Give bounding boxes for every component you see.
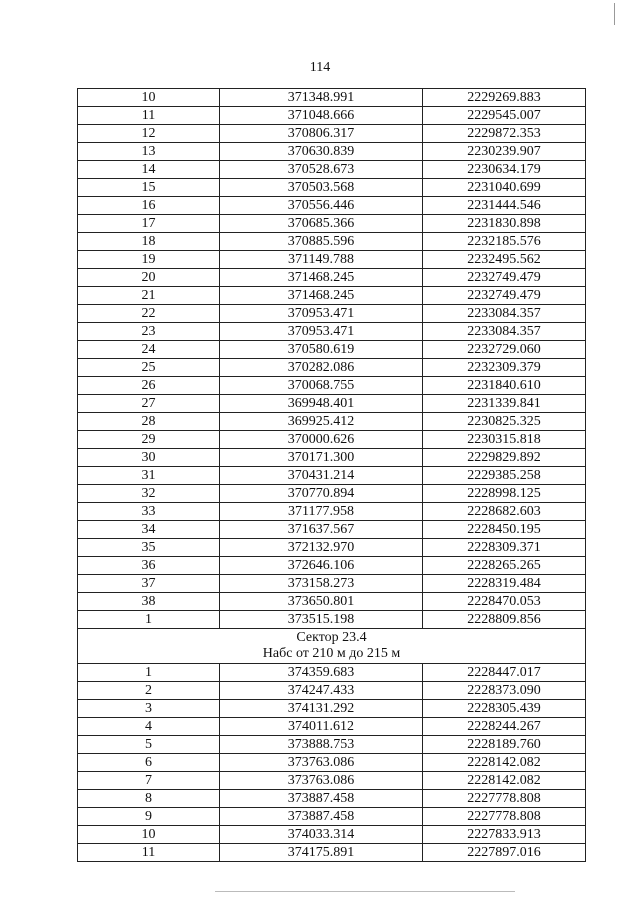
point-number-cell: 7 — [78, 772, 220, 790]
x-coordinate-cell: 370528.673 — [220, 161, 423, 179]
y-coordinate-cell: 2228244.267 — [423, 718, 586, 736]
point-number-cell: 5 — [78, 736, 220, 754]
point-number-cell: 10 — [78, 826, 220, 844]
y-coordinate-cell: 2227778.808 — [423, 808, 586, 826]
y-coordinate-cell: 2228998.125 — [423, 485, 586, 503]
x-coordinate-cell: 371177.958 — [220, 503, 423, 521]
x-coordinate-cell: 374359.683 — [220, 664, 423, 682]
table-row — [78, 700, 586, 718]
y-coordinate-cell: 2231339.841 — [423, 395, 586, 413]
point-number-cell: 21 — [78, 287, 220, 305]
point-number-cell: 29 — [78, 431, 220, 449]
y-coordinate-cell: 2228305.439 — [423, 700, 586, 718]
x-coordinate-cell: 373888.753 — [220, 736, 423, 754]
x-coordinate-cell: 373515.198 — [220, 611, 423, 629]
point-number-cell: 36 — [78, 557, 220, 575]
table-row — [78, 269, 586, 287]
table-row — [78, 107, 586, 125]
table-row — [78, 521, 586, 539]
table-row — [78, 161, 586, 179]
x-coordinate-cell: 374247.433 — [220, 682, 423, 700]
y-coordinate-cell: 2233084.357 — [423, 305, 586, 323]
point-number-cell: 10 — [78, 89, 220, 107]
y-coordinate-cell: 2229872.353 — [423, 125, 586, 143]
point-number-cell: 24 — [78, 341, 220, 359]
point-number-cell: 30 — [78, 449, 220, 467]
point-number-cell: 1 — [78, 664, 220, 682]
point-number-cell: 31 — [78, 467, 220, 485]
table-row — [78, 664, 586, 682]
x-coordinate-cell: 371348.991 — [220, 89, 423, 107]
table-row — [78, 575, 586, 593]
point-number-cell: 19 — [78, 251, 220, 269]
table-row — [78, 89, 586, 107]
y-coordinate-cell: 2227833.913 — [423, 826, 586, 844]
point-number-cell: 6 — [78, 754, 220, 772]
y-coordinate-cell: 2228447.017 — [423, 664, 586, 682]
x-coordinate-cell: 370431.214 — [220, 467, 423, 485]
table-row — [78, 377, 586, 395]
point-number-cell: 4 — [78, 718, 220, 736]
table-row — [78, 305, 586, 323]
table-row — [78, 233, 586, 251]
table-row — [78, 718, 586, 736]
y-coordinate-cell: 2232749.479 — [423, 269, 586, 287]
x-coordinate-cell: 370580.619 — [220, 341, 423, 359]
y-coordinate-cell: 2232185.576 — [423, 233, 586, 251]
table-row — [78, 754, 586, 772]
x-coordinate-cell: 374011.612 — [220, 718, 423, 736]
x-coordinate-cell: 371468.245 — [220, 269, 423, 287]
point-number-cell: 23 — [78, 323, 220, 341]
point-number-cell: 18 — [78, 233, 220, 251]
point-number-cell: 38 — [78, 593, 220, 611]
table-row — [78, 143, 586, 161]
sector-header-cell — [78, 629, 586, 664]
point-number-cell: 14 — [78, 161, 220, 179]
point-number-cell: 11 — [78, 107, 220, 125]
point-number-cell: 28 — [78, 413, 220, 431]
table-row — [78, 341, 586, 359]
page-number: 114 — [309, 60, 331, 75]
table-body-bottom — [78, 664, 586, 862]
sector-header-group — [78, 629, 586, 664]
point-number-cell: 3 — [78, 700, 220, 718]
x-coordinate-cell: 371637.567 — [220, 521, 423, 539]
point-number-cell: 11 — [78, 844, 220, 862]
x-coordinate-cell: 373650.801 — [220, 593, 423, 611]
y-coordinate-cell: 2231040.699 — [423, 179, 586, 197]
point-number-cell: 37 — [78, 575, 220, 593]
table-row — [78, 251, 586, 269]
x-coordinate-cell: 370282.086 — [220, 359, 423, 377]
table-row — [78, 503, 586, 521]
x-coordinate-cell: 371468.245 — [220, 287, 423, 305]
table-row — [78, 485, 586, 503]
table-row — [78, 431, 586, 449]
x-coordinate-cell: 374175.891 — [220, 844, 423, 862]
y-coordinate-cell: 2233084.357 — [423, 323, 586, 341]
x-coordinate-cell: 374131.292 — [220, 700, 423, 718]
table-row — [78, 772, 586, 790]
y-coordinate-cell: 2228450.195 — [423, 521, 586, 539]
y-coordinate-cell: 2228319.484 — [423, 575, 586, 593]
table-row — [78, 844, 586, 862]
table-row — [78, 790, 586, 808]
y-coordinate-cell: 2227897.016 — [423, 844, 586, 862]
sector-subtitle: Набс от 210 м до 215 м — [262, 646, 401, 661]
table-row — [78, 197, 586, 215]
point-number-cell: 12 — [78, 125, 220, 143]
x-coordinate-cell: 369925.412 — [220, 413, 423, 431]
y-coordinate-cell: 2230239.907 — [423, 143, 586, 161]
point-number-cell: 9 — [78, 808, 220, 826]
x-coordinate-cell: 374033.314 — [220, 826, 423, 844]
y-coordinate-cell: 2230825.325 — [423, 413, 586, 431]
x-coordinate-cell: 372132.970 — [220, 539, 423, 557]
sector-header-row — [78, 629, 586, 664]
x-coordinate-cell: 373887.458 — [220, 808, 423, 826]
x-coordinate-cell: 370953.471 — [220, 323, 423, 341]
y-coordinate-cell: 2228309.371 — [423, 539, 586, 557]
point-number-cell: 27 — [78, 395, 220, 413]
y-coordinate-cell: 2228142.082 — [423, 754, 586, 772]
table-row — [78, 808, 586, 826]
y-coordinate-cell: 2228265.265 — [423, 557, 586, 575]
x-coordinate-cell: 370068.755 — [220, 377, 423, 395]
x-coordinate-cell: 370953.471 — [220, 305, 423, 323]
x-coordinate-cell: 370556.446 — [220, 197, 423, 215]
x-coordinate-cell: 370000.626 — [220, 431, 423, 449]
table-row — [78, 359, 586, 377]
table-row — [78, 557, 586, 575]
x-coordinate-cell: 370503.568 — [220, 179, 423, 197]
point-number-cell: 25 — [78, 359, 220, 377]
table-row — [78, 682, 586, 700]
x-coordinate-cell: 373763.086 — [220, 754, 423, 772]
y-coordinate-cell: 2231840.610 — [423, 377, 586, 395]
y-coordinate-cell: 2228189.760 — [423, 736, 586, 754]
table-row — [78, 467, 586, 485]
table-row — [78, 323, 586, 341]
y-coordinate-cell: 2229829.892 — [423, 449, 586, 467]
y-coordinate-cell: 2232309.379 — [423, 359, 586, 377]
point-number-cell: 15 — [78, 179, 220, 197]
x-coordinate-cell: 371149.788 — [220, 251, 423, 269]
x-coordinate-cell: 372646.106 — [220, 557, 423, 575]
y-coordinate-cell: 2231444.546 — [423, 197, 586, 215]
point-number-cell: 13 — [78, 143, 220, 161]
table-row — [78, 287, 586, 305]
table-row — [78, 736, 586, 754]
point-number-cell: 16 — [78, 197, 220, 215]
point-number-cell: 22 — [78, 305, 220, 323]
y-coordinate-cell: 2228682.603 — [423, 503, 586, 521]
point-number-cell: 2 — [78, 682, 220, 700]
point-number-cell: 32 — [78, 485, 220, 503]
x-coordinate-cell: 373158.273 — [220, 575, 423, 593]
y-coordinate-cell: 2228470.053 — [423, 593, 586, 611]
x-coordinate-cell: 373763.086 — [220, 772, 423, 790]
point-number-cell: 26 — [78, 377, 220, 395]
y-coordinate-cell: 2228142.082 — [423, 772, 586, 790]
y-coordinate-cell: 2232749.479 — [423, 287, 586, 305]
table-body-top — [78, 89, 586, 629]
point-number-cell: 35 — [78, 539, 220, 557]
point-number-cell: 8 — [78, 790, 220, 808]
scan-bottom-rule — [215, 891, 515, 892]
y-coordinate-cell: 2232729.060 — [423, 341, 586, 359]
y-coordinate-cell: 2229269.883 — [423, 89, 586, 107]
point-number-cell: 34 — [78, 521, 220, 539]
y-coordinate-cell: 2228809.856 — [423, 611, 586, 629]
point-number-cell: 17 — [78, 215, 220, 233]
y-coordinate-cell: 2230315.818 — [423, 431, 586, 449]
point-number-cell: 1 — [78, 611, 220, 629]
y-coordinate-cell: 2232495.562 — [423, 251, 586, 269]
table-row — [78, 449, 586, 467]
x-coordinate-cell: 370770.894 — [220, 485, 423, 503]
x-coordinate-cell: 370806.317 — [220, 125, 423, 143]
y-coordinate-cell: 2228373.090 — [423, 682, 586, 700]
table-row — [78, 539, 586, 557]
point-number-cell: 20 — [78, 269, 220, 287]
table-row — [78, 179, 586, 197]
y-coordinate-cell: 2231830.898 — [423, 215, 586, 233]
y-coordinate-cell: 2229545.007 — [423, 107, 586, 125]
x-coordinate-cell: 370630.839 — [220, 143, 423, 161]
coordinates-table — [77, 88, 586, 862]
table-row — [78, 593, 586, 611]
x-coordinate-cell: 373887.458 — [220, 790, 423, 808]
y-coordinate-cell: 2227778.808 — [423, 790, 586, 808]
table-row — [78, 395, 586, 413]
x-coordinate-cell: 369948.401 — [220, 395, 423, 413]
table-row — [78, 611, 586, 629]
point-number-cell: 33 — [78, 503, 220, 521]
y-coordinate-cell: 2229385.258 — [423, 467, 586, 485]
table-row — [78, 826, 586, 844]
table-row — [78, 125, 586, 143]
x-coordinate-cell: 370685.366 — [220, 215, 423, 233]
x-coordinate-cell: 370885.596 — [220, 233, 423, 251]
x-coordinate-cell: 371048.666 — [220, 107, 423, 125]
y-coordinate-cell: 2230634.179 — [423, 161, 586, 179]
scan-edge-mark — [614, 3, 623, 25]
table-row — [78, 413, 586, 431]
table-row — [78, 215, 586, 233]
sector-title: Сектор 23.4 — [296, 630, 367, 645]
x-coordinate-cell: 370171.300 — [220, 449, 423, 467]
